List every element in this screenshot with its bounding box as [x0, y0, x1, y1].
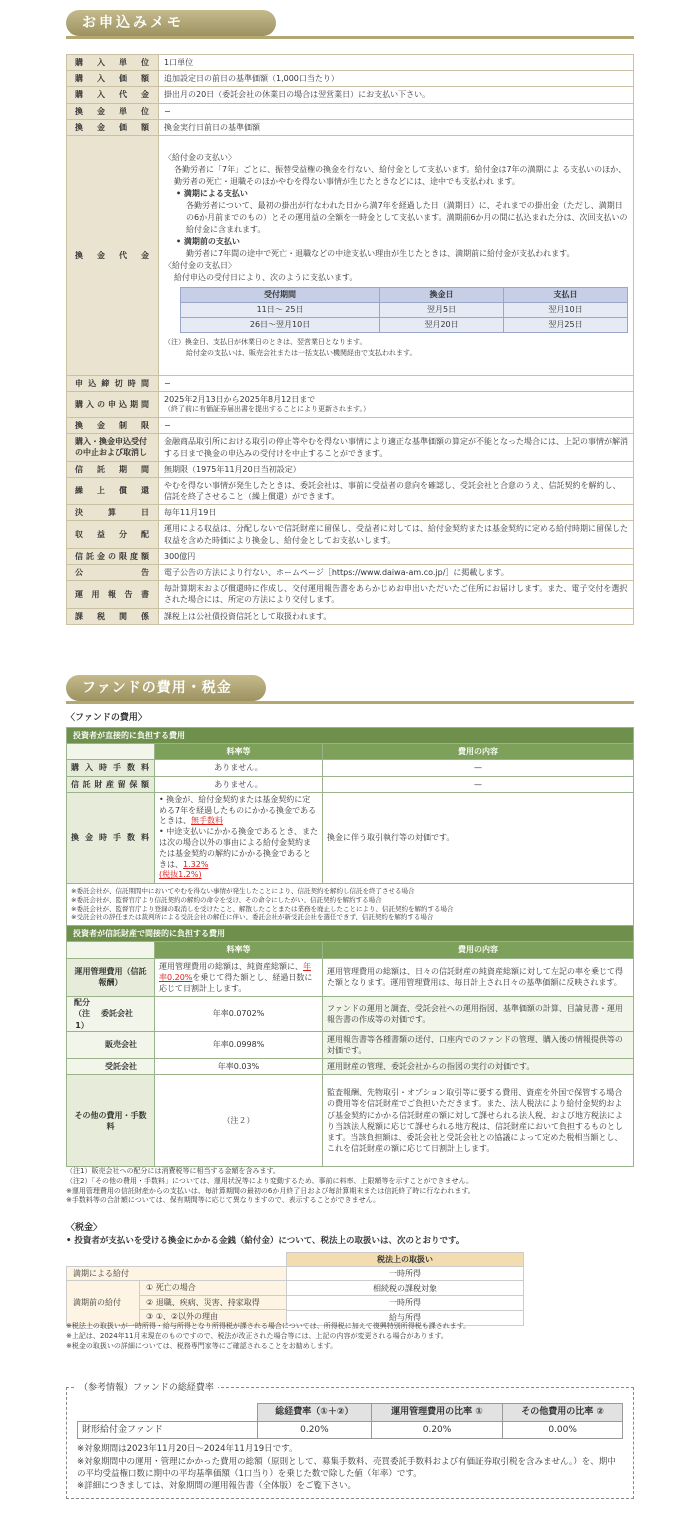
row-label: 購入の申込期間 [67, 392, 159, 418]
table-row [67, 565, 634, 581]
row-label: 公告 [67, 565, 159, 581]
table-row [67, 1075, 634, 1167]
note: ※委託会社が、信託期間中においてやむを得ない事情が発生したことにより、信託契約を解約し信託を終了させる場合 [71, 887, 415, 896]
row-label: 決算日 [67, 505, 159, 521]
note: ※手数料等の合計額については、保有期間等に応じて異なりますので、表示することができません。 [66, 1196, 381, 1205]
redeem-notes [67, 884, 634, 926]
bullet-heading: • 満期前の支払い [176, 237, 240, 247]
reason: ③ ①、②以外の理由 [146, 1311, 219, 1321]
row-label: 満期による給付 [67, 1267, 287, 1281]
column-header: 費用の内容 [323, 744, 634, 760]
desc-cell: — [323, 760, 634, 776]
desc-cell: 監査報酬、先物取引・オプション取引等に要する費用、資産を外国で保管する場合の費用等を信託財産でご負担いただきます。また、法人税法により給付金契約および基金契約にかかる信託財産の額に対して課せられる法人税、および地方税法により当該法人税額に応じて課せられる地方税は、信託財産において負担するものとします。当該負担額は、委託会社と受託会社との協議によって定めた税相当額とし、これを信託財産の額に応じて日割計上します。 [323, 1075, 634, 1167]
table-row [67, 103, 634, 119]
row-value: − [159, 103, 634, 119]
rate-highlight: 1.32% [183, 859, 209, 869]
divider [66, 36, 634, 39]
table-row [67, 581, 634, 608]
expense-ratio-box [66, 1383, 634, 1499]
cell: 0.00% [503, 1421, 623, 1439]
reason: ① 死亡の場合 [140, 1281, 286, 1295]
note: ※詳細につきましては、対象期間の運用報告書（全体版）をご覧下さい。 [77, 1481, 356, 1492]
note: ※税法上の取扱いが一時所得・給与所得となり所得税が課される場合については、所得税に加えて復興特別所得税も課されます。 [66, 1322, 471, 1330]
memo-section-header [66, 10, 634, 36]
rate-cell: 年率0.0998% [155, 1031, 323, 1058]
note: ※上記は、2024年11月末現在のものですので、税法が改正された場合等には、上記の内容が変更される場合があります。 [66, 1331, 448, 1340]
table-row [67, 760, 634, 776]
paragraph: 給付申込の受付日により、次のように支払います。 [174, 273, 358, 283]
cell: 一時所得 [287, 1296, 523, 1310]
table-row [67, 461, 634, 477]
row-label: 収益分配 [67, 521, 159, 548]
row-label: 信託財産留保額 [67, 776, 155, 792]
column-header: 料率等 [155, 942, 323, 958]
rate-highlight: 年率0.20% [159, 961, 311, 982]
row-label: 購入価額 [67, 71, 159, 87]
note: ※税金の取扱いの詳細については、税務専門家等にご確認されることをお勧めします。 [66, 1341, 338, 1350]
cell: 相続税の課税対象 [287, 1282, 523, 1296]
row-label: 課税関係 [67, 608, 159, 624]
payment-schedule-table [180, 287, 628, 333]
tax-notes [66, 1322, 634, 1351]
row-value: 毎年11月19日 [159, 505, 634, 521]
row-label: 購入代金 [67, 87, 159, 103]
reason: ② 退職、疾病、災害、持家取得 [140, 1296, 286, 1310]
table-row [67, 477, 634, 504]
alloc-who: 委託会社 [101, 1009, 133, 1019]
column-header: 費用の内容 [323, 942, 634, 958]
rate-text: • 中途支払いにかかる換金であるとき、または次の場合以外の事由による給付金契約または基金契約の解約にかかる換金であるときは、 [159, 827, 318, 869]
rate-cell: ありません。 [155, 760, 323, 776]
row-value: 運用による収益は、分配しないで信託財産に留保し、受益者に対しては、給付金契約または基金契約に定める給付時期に留保した収益を含めた時価により換金し、給付金としてお支払いします。 [159, 521, 634, 548]
subheading: 〈給付金の支払日〉 [164, 261, 236, 271]
table-row [67, 505, 634, 521]
desc-cell: ファンドの運用と調査、受託会社への運用指図、基準価額の計算、目論見書・運用報告書の作成等の対価です。 [323, 997, 634, 1032]
table-row [67, 55, 634, 71]
row-value: 無期限（1975年11月20日当初設定） [159, 461, 634, 477]
blank-cell [67, 1253, 287, 1267]
desc-cell: — [323, 776, 634, 792]
row-label: 購入単位 [67, 55, 159, 71]
table-row [67, 135, 634, 375]
expense-ratio-table [77, 1403, 623, 1439]
note: 給付金の支払いは、販売会社または一括支払い機関経由で支払われます。 [186, 348, 417, 357]
note: （注）換金日、支払日が休業日のときは、翌営業日となります。 [164, 338, 367, 347]
fees-section-header [66, 675, 634, 701]
ref-notes [77, 1443, 623, 1492]
row-value: 換金実行日前日の基準価額 [159, 119, 634, 135]
row-label: 信託金の限度額 [67, 548, 159, 564]
tax-table [66, 1252, 524, 1326]
row-label: その他の費用・手数料 [67, 1075, 155, 1167]
alloc-label-cell [67, 997, 155, 1032]
rate-cell: 年率0.0702% [155, 997, 323, 1032]
table-row [67, 958, 634, 997]
fee-notes [66, 1167, 634, 1206]
row-value: 課税上は公社債投資信託として取扱われます。 [159, 608, 634, 624]
row-label: 購入・換金申込受付の中止および取消し [67, 434, 159, 461]
row-value: 追加設定日の前日の基準価額（1,000口当たり） [159, 71, 634, 87]
cell: 翌月10日 [504, 303, 628, 318]
rate-cell [155, 958, 323, 997]
table-row [181, 303, 628, 318]
paragraph: 各勤労者について、最初の掛出が行なわれた日から満7年を経過した日（満期日）に、それまでの掛出金（ただし、満期日の6か月前までのもの）とその運用益の全額を一時金として支払います。満期前6か月の間に払込まれた分は、次回支払いの給付金に含まれます。 [186, 201, 628, 235]
row-label: 繰上償還 [67, 477, 159, 504]
tax-caption: 〈税金〉 [66, 1223, 103, 1233]
rate-cell: ありません。 [155, 776, 323, 792]
table-row [67, 1267, 524, 1281]
cell: 0.20% [371, 1421, 502, 1439]
note: ※委託会社が、監督官庁より登録の取消しを受けたこと、解散したことまたは業務を廃止したことにより、信託契約を解約する場合 [71, 904, 454, 913]
table-row [67, 392, 634, 418]
row-value: 毎計算期末および償還時に作成し、交付運用報告書をあらかじめお申出いただいたご住所にお届けします。また、電子交付を選択された場合には、所定の方法により交付します。 [159, 581, 634, 608]
row-value: 金融商品取引所における取引の停止等やむを得ない事情により適正な基準価額の算定が不能となった場合には、上記の事情が解消する日まで換金の申込みの受付けを中止することができます。 [159, 434, 634, 461]
row-value: 300億円 [159, 548, 634, 564]
table-row [67, 1059, 634, 1075]
column-header: 支払日 [504, 288, 628, 303]
rate-highlight: (税抜1.2%) [159, 870, 202, 880]
column-header: その他費用の比率 ② [503, 1404, 623, 1422]
cell: 11日〜 25日 [181, 303, 380, 318]
bullet-heading: • 満期による支払い [176, 189, 248, 199]
rate-cell: （注２） [155, 1075, 323, 1167]
row-label: 換金代金 [67, 135, 159, 375]
table-row [78, 1421, 623, 1439]
cell: 給与所得 [389, 1312, 421, 1322]
fund-name: 財形給付金ファンド [78, 1421, 258, 1439]
table-row [181, 318, 628, 333]
table-row [67, 521, 634, 548]
blank-cell [67, 942, 155, 958]
row-label: 申込締切時間 [67, 375, 159, 391]
row-label: 運用報告書 [67, 581, 159, 608]
row-value [159, 392, 634, 418]
row-label: 信託期間 [67, 461, 159, 477]
rate-text: 運用管理費用の総額は、純資産総額に、 [159, 961, 303, 971]
indirect-cost-band: 投資者が信託財産で間接的に負担する費用 [67, 926, 634, 942]
row-value: 電子公告の方法により行ない、ホームページ［https://www.daiwa-am.co.jp/］に掲載します。 [159, 565, 634, 581]
memo-table [66, 54, 634, 625]
ref-title: （参考情報）ファンドの総経費率 [75, 1382, 218, 1395]
note: ※委託会社が、監督官庁より信託契約の解約の命令を受け、その命令にしたがい、信託契約を解約する場合 [71, 895, 382, 904]
rate-cell: 年率0.03% [155, 1059, 323, 1075]
exchange-detail [159, 135, 634, 375]
direct-cost-band: 投資者が直接的に負担する費用 [67, 728, 634, 744]
fee-table [66, 727, 634, 1167]
row-label: 購入時手数料 [67, 760, 155, 776]
alloc-who: 受託会社 [67, 1059, 155, 1075]
note: ※対象期間は2023年11月20日〜2024年11月19日です。 [77, 1444, 298, 1455]
desc-cell: 運用報告書等各種書類の送付、口座内でのファンドの管理、購入後の情報提供等の対価です。 [323, 1031, 634, 1058]
period-text: 2025年2月13日から2025年8月12日まで [164, 395, 316, 405]
table-row [67, 71, 634, 87]
table-row [67, 418, 634, 434]
row-value: 1口単位 [159, 55, 634, 71]
tax-values [287, 1281, 524, 1325]
table-row [67, 87, 634, 103]
row-label: 満期前の給付 [73, 1298, 121, 1308]
rate-cell [155, 792, 323, 883]
column-header: 換金日 [380, 288, 504, 303]
table-row [67, 548, 634, 564]
table-row [67, 608, 634, 624]
blank-cell [67, 744, 155, 760]
period-note: （終了前に有価証券届出書を提出することにより更新されます。） [164, 405, 370, 414]
rate-text: を乗じて得た額とし、経過日数に応じて日割計上します。 [159, 972, 313, 993]
cell: 26日〜翌月10日 [181, 318, 380, 333]
column-header: 総経費率（①＋②） [258, 1404, 372, 1422]
row-value: 掛出月の20日（委託会社の休業日の場合は翌営業日）にお支払い下さい。 [159, 87, 634, 103]
rate-highlight: 無手数料 [191, 816, 223, 826]
note: （注2）「その他の費用・手数料」については、運用状況等により変動するため、事前に料率、上限額等を示すことができません。 [66, 1176, 473, 1185]
note: ※対象期間中の運用・管理にかかった費用の総額（原則として、募集手数料、売買委託手数料および有価証券取引税を含みません。）を、期中の平均受益権口数に期中の平均基準価額（1口当り）を乗じた数で除した値（年率）です。 [77, 1456, 616, 1479]
row-label: 換金制限 [67, 418, 159, 434]
row-value: − [159, 375, 634, 391]
desc-cell: 運用財産の管理、委託会社からの指図の実行の対価です。 [323, 1059, 634, 1075]
note: ※運用管理費用の信託財産からの支払いは、毎計算期間の最初の6か月終了日および毎計算期末または信託終了時に行なわれます。 [66, 1186, 475, 1195]
fees-caption: 〈ファンドの費用〉 [66, 713, 147, 723]
column-header: 運用管理費用の比率 ① [371, 1404, 502, 1422]
table-row [67, 997, 634, 1032]
column-header: 料率等 [155, 744, 323, 760]
row-label: 換金価額 [67, 119, 159, 135]
table-row [67, 1281, 524, 1325]
alloc-who: 販売会社 [67, 1031, 155, 1058]
desc-cell: 換金に伴う取引執行等の対価です。 [323, 792, 634, 883]
table-row [67, 776, 634, 792]
blank-cell [78, 1404, 258, 1422]
cell: 0.20% [258, 1421, 372, 1439]
paragraph: 各勤労者に「7年」ごとに、振替受益権の換金を行ない、給付金として支払います。給付金は7年の満期によ る支払いのほか、勤労者の死亡・退職そのほかやむを得ない事情が生じたときなどには、途中でも支払われ ます。 [174, 165, 627, 187]
row-value: − [159, 418, 634, 434]
tax-intro: • 投資者が支払いを受ける換金にかかる金銭（給付金）について、税法上の取扱いは、次のとおりです。 [66, 1236, 465, 1246]
cell: 翌月5日 [380, 303, 504, 318]
column-header: 税法上の取扱い [287, 1253, 524, 1267]
divider [66, 701, 634, 704]
pre-maturity-cell [67, 1281, 287, 1325]
table-row [67, 1031, 634, 1058]
note: （注1）販売会社への配分には消費税等に相当する金額を含みます。 [66, 1167, 280, 1175]
alloc-label: 配分（注1） [74, 998, 90, 1030]
fees-title: ファンドの費用・税金 [66, 675, 266, 701]
row-label: 運用管理費用（信託報酬） [67, 958, 155, 997]
desc-cell: 運用管理費用の総額は、日々の信託財産の純資産総額に対して左記の率を乗じて得た額となります。運用管理費用は、毎日計上され日々の基準価額に反映されます。 [323, 958, 634, 997]
cell: 一時所得 [287, 1267, 524, 1281]
table-row [67, 792, 634, 883]
row-label: 換金単位 [67, 103, 159, 119]
table-row [67, 434, 634, 461]
note: ※受託会社の辞任または裁判所による受託会社の解任に伴い、委託会社が新受託会社を選任できず、信託契約を解約する場合 [71, 913, 434, 922]
table-row [67, 375, 634, 391]
row-value: やむを得ない事情が発生したときは、委託会社は、事前に受益者の意向を確認し、受託会社と合意のうえ、信託契約を解約し、信託を終了させること（繰上償還）ができます。 [159, 477, 634, 504]
row-label: 換金時手数料 [67, 792, 155, 883]
paragraph: 勤労者に7年間の途中で死亡・退職などの中途支払い理由が生じたときは、満期前に給付金が支払われます。 [186, 249, 575, 259]
subheading: 〈給付金の支払い〉 [164, 153, 236, 163]
column-header: 受付期間 [181, 288, 380, 303]
cell: 翌月20日 [380, 318, 504, 333]
table-row [67, 119, 634, 135]
cell: 翌月25日 [504, 318, 628, 333]
memo-title: お申込みメモ [66, 10, 276, 36]
rate-text: • 換金が、給付金契約または基金契約に定める7年を経過したものにかかる換金であるときは、 [159, 794, 317, 826]
